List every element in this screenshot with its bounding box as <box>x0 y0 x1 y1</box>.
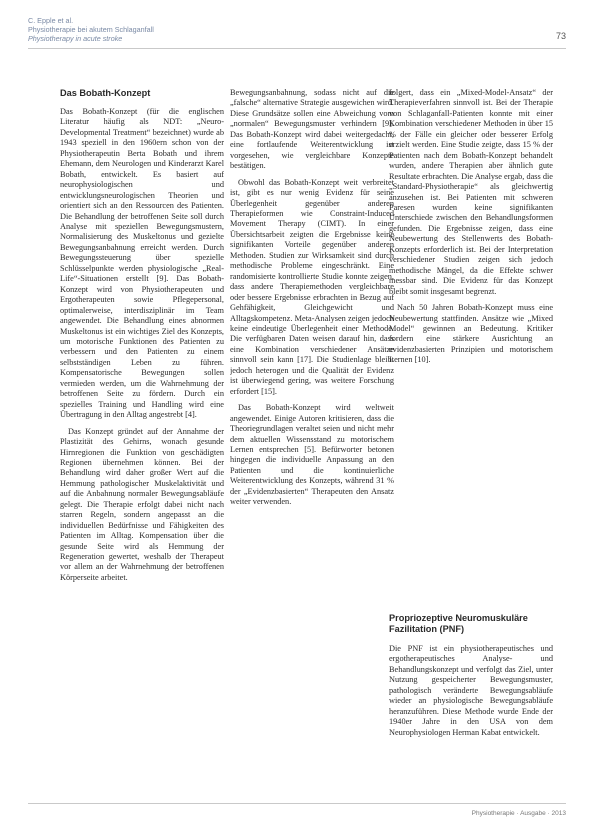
paragraph: Obwohl das Bobath-Konzept weit verbreitet ist, gibt es nur wenig Evidenz für seine Überlegenheit gegenüber anderen Therapieformen wie Constraint-Induced Movement Therapy (CIMT). In einer Übersichtsarbeit zeigten die Ergebnisse keine signifikanten Vorteile gegenüber anderen Methoden. Studien zur Wirksamkeit sind durch methodische Probleme eingeschränkt. Eine randomisierte kontrollierte Studie konnte zeigen, dass andere Therapiemethoden vergleichbare oder bessere Ergebnisse erbrachten in Bezug auf Gehfähigkeit, Gleichgewicht und Alltagskompetenz. Meta-Analysen zeigen jedoch keine eindeutige Überlegenheit einer Methode. Die verfügbaren Daten weisen darauf hin, dass eine Kombination verschiedener Ansätze sinnvoll sein kann [17]. Die Studienlage bleibt jedoch heterogen und die Qualität der Evidenz ist überwiegend gering, was weitere Forschung erfordert [15]. <box>230 177 394 396</box>
paragraph: Das Konzept gründet auf der Annahme der Plastizität des Gehirns, wonach gesunde Hirnregionen die Funktion von geschädigten Regionen übernehmen können. Bei der Behandlung wird daher großer Wert auf die Hemmung pathologischer Muskelaktivität und auf die Anbahnung normaler Bewegungsabläufe gelegt. Die Therapie erfolgt dabei nicht nach starren Regeln, sondern angepasst an die individuellen Bedürfnisse und Fähigkeiten des Patienten im Alltag. Kompensation über die gesunde Seite wird als Hemmung der Regeneration gewertet, weshalb der Therapeut vor allem an der Wahrnehmung der betroffenen Körperseite arbeitet. <box>60 426 224 582</box>
section-heading-bobath: Das Bobath-Konzept <box>60 88 151 98</box>
column-2 <box>230 88 394 800</box>
header-authors: C. Epple et al. <box>28 16 74 25</box>
paragraph: Das Bobath-Konzept wird weltweit angewendet. Einige Autoren kritisieren, dass die Theoriegrundlagen veraltet seien und nicht mehr dem aktuellen Wissensstand zu motorischem Lernen entsprechen [5]. Befürworter betonen hingegen die individuelle Anpassung an den Patienten und die kontinuierliche Weiterentwicklung des Konzepts, während 31 % der „Evidenzbasierten“ Therapeuten den Ansatz weiter verwenden. <box>230 403 394 507</box>
footer-citation: Physiotherapie · Ausgabe · 2013 <box>471 810 566 817</box>
header-title: Physiotherapie bei akutem Schlaganfall <box>28 25 154 34</box>
running-header <box>28 16 548 43</box>
footer-rule <box>28 803 566 804</box>
section-heading-pnf: Propriozeptive Neuromuskuläre Fazilitation (PNF) <box>389 613 528 634</box>
column-3 <box>389 88 553 604</box>
paragraph: Bewegungsanbahnung, sodass nicht auf die „falsche“ alternative Strategie ausgewichen wird. Diese Grundsätze sollen eine Abweichung vom „normalen“ Bewegungsmuster verhindern [9]. Das Bobath-Konzept wird dabei weitergedacht, eine fortlaufende Weiterentwicklung ist vorgesehen, wie vergleichbare Konzepte bestätigen. <box>230 88 394 171</box>
page-number: 73 <box>555 31 566 41</box>
column-1 <box>60 107 224 800</box>
paragraph: Das Bobath-Konzept (für die englischen Literatur häufig als NDT: „Neuro-Developmental Treatment“ bezeichnet) wurde ab 1943 speziell in den 1960ern schon von der Physiotherapeutin Berta Bobath und ihrem Ehemann, dem Neurologen und Kinderarzt Karel Bobath, entwickelt. Es basiert auf neurophysiologischen und entwicklungsneurologischen Theorien und orientiert sich an den Ressourcen des Patienten. Die Behandlung der betroffenen Seite soll durch Analyse mit speziellen Bewegungsmustern, Normalisierung des Muskeltonus und gezielte Bewegungsanbahnung erreicht werden. Durch Bewegungssteuerung über spezielle Schlüsselpunkte werden physiologische „Real-Life“-Situationen erstellt [9]. Das Bobath-Konzept wird von Physiotherapeuten und Ergotherapeuten sowie Pflegepersonal, optimalerweise, interdisziplinär im Team angewendet. Die Behandlung eines abnormen Muskeltonus ist ein wichtiges Ziel des Konzepts, um motorische Funktionen des Patienten zu verbessern und den Patienten zu einem selbstständigen Leben zu führen. Kompensatorische Bewegungen sollen vermieden werden, um die Wahrnehmung der betroffenen Seite zu fördern. Durch ein spezielles Training und Handling wird eine Übertragung in den Alltag angestrebt [4]. <box>60 107 224 420</box>
header-subtitle: Physiotherapy in acute stroke <box>28 34 123 43</box>
paragraph: folgert, dass ein „Mixed-Model-Ansatz“ der Therapieverfahren sinnvoll ist. Bei der Therapie von Schlaganfall-Patienten konnte mit einer Kombination verschiedener Methoden in über 15 % der Fälle ein gleicher oder besserer Erfolg erzielt werden. Eine Studie zeigte, dass 15 % der Patienten nach dem Bobath-Konzept behandelt wurden, andere Therapien aber ähnlich gute Resultate erbrachten. Die Analyse ergab, dass die „Standard-Physiotherapie“ als gleichwertig anzusehen ist. Bei Patienten mit schweren Paresen wurden keine signifikanten Unterschiede zwischen den Behandlungsformen gefunden. Die Ergebnisse zeigen, dass eine Neubewertung des Stellenwerts des Bobath-Konzepts erforderlich ist. Bei der Interpretation verschiedener Studien zeigen sich jedoch methodische Mängel, da die Effekte schwer messbar sind. Die Evidenz für das Konzept bleibt somit insgesamt begrenzt. <box>389 88 553 296</box>
column-3-continued <box>389 644 553 800</box>
header-rule <box>28 48 566 49</box>
paragraph: Nach 50 Jahren Bobath-Konzept muss eine Neubewertung stattfinden. Ansätze wie „Mixed Model“ gewinnen an Bedeutung. Kritiker fordern eine stärkere Ausrichtung an evidenzbasierten Prinzipien und motorischem Lernen [10]. <box>389 303 553 365</box>
paragraph: Die PNF ist ein physiotherapeutisches und ergotherapeutisches Analyse- und Behandlungskonzept und verfolgt das Ziel, unter Nutzung gespeicherter Bewegungsmuster, pathologisch veränderte Bewegungsabläufe wieder an physiologische Bewegungsabläufe heranzuführen. Diese Methode wurde Ende der 1940er Jahre in den USA von dem Neurophysiologen Herman Kabat entwickelt. <box>389 644 553 737</box>
